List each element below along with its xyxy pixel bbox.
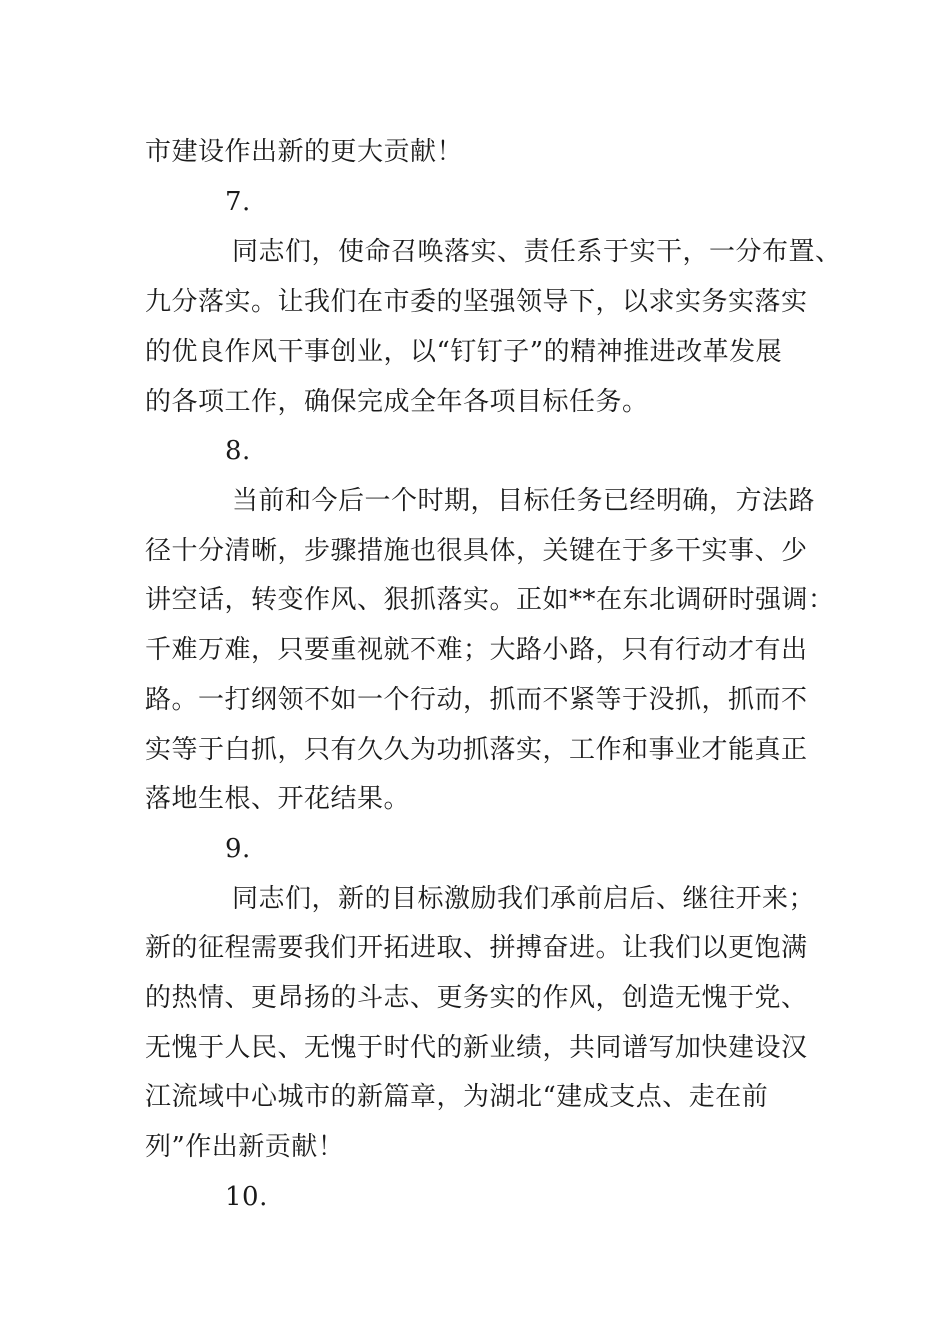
- text-line: 新的征程需要我们开拓进取、拼搏奋进。让我们以更饱满: [145, 933, 808, 963]
- section-number: 8.: [225, 436, 251, 466]
- text-line: 同志们，新的目标激励我们承前启后、继往开来；: [232, 884, 816, 914]
- text-line: 市建设作出新的更大贡献！: [145, 137, 464, 167]
- text-line: 无愧于人民、无愧于时代的新业绩，共同谱写加快建设汉: [145, 1033, 808, 1063]
- text-line: 列”作出新贡献！: [145, 1132, 345, 1162]
- text-line: 的优良作风干事创业，以“钉钉子”的精神推进改革发展: [145, 337, 783, 367]
- section-number: 9.: [225, 834, 251, 864]
- section-number: 10.: [225, 1182, 268, 1212]
- text-line: 实等于白抓，只有久久为功抓落实，工作和事业才能真正: [145, 735, 808, 765]
- text-line: 的各项工作，确保完成全年各项目标任务。: [145, 387, 649, 417]
- text-line: 当前和今后一个时期，目标任务已经明确，方法路: [232, 486, 816, 516]
- section-number: 7.: [225, 187, 251, 217]
- text-line: 的热情、更昂扬的斗志、更务实的作风，创造无愧于党、: [145, 983, 808, 1013]
- text-line: 九分落实。让我们在市委的坚强领导下，以求实务实落实: [145, 287, 808, 317]
- text-line: 讲空话，转变作风、狠抓落实。正如**在东北调研时强调：: [145, 585, 835, 615]
- text-line: 路。一打纲领不如一个行动，抓而不紧等于没抓，抓而不: [145, 685, 808, 715]
- text-line: 落地生根、开花结果。: [145, 784, 411, 814]
- text-line: 千难万难，只要重视就不难；大路小路，只有行动才有出: [145, 635, 808, 665]
- text-line: 江流域中心城市的新篇章，为湖北“建成支点、走在前: [145, 1082, 769, 1112]
- text-line: 径十分清晰，步骤措施也很具体，关键在于多干实事、少: [145, 536, 808, 566]
- text-line: 同志们，使命召唤落实、责任系于实干，一分布置、: [232, 237, 842, 267]
